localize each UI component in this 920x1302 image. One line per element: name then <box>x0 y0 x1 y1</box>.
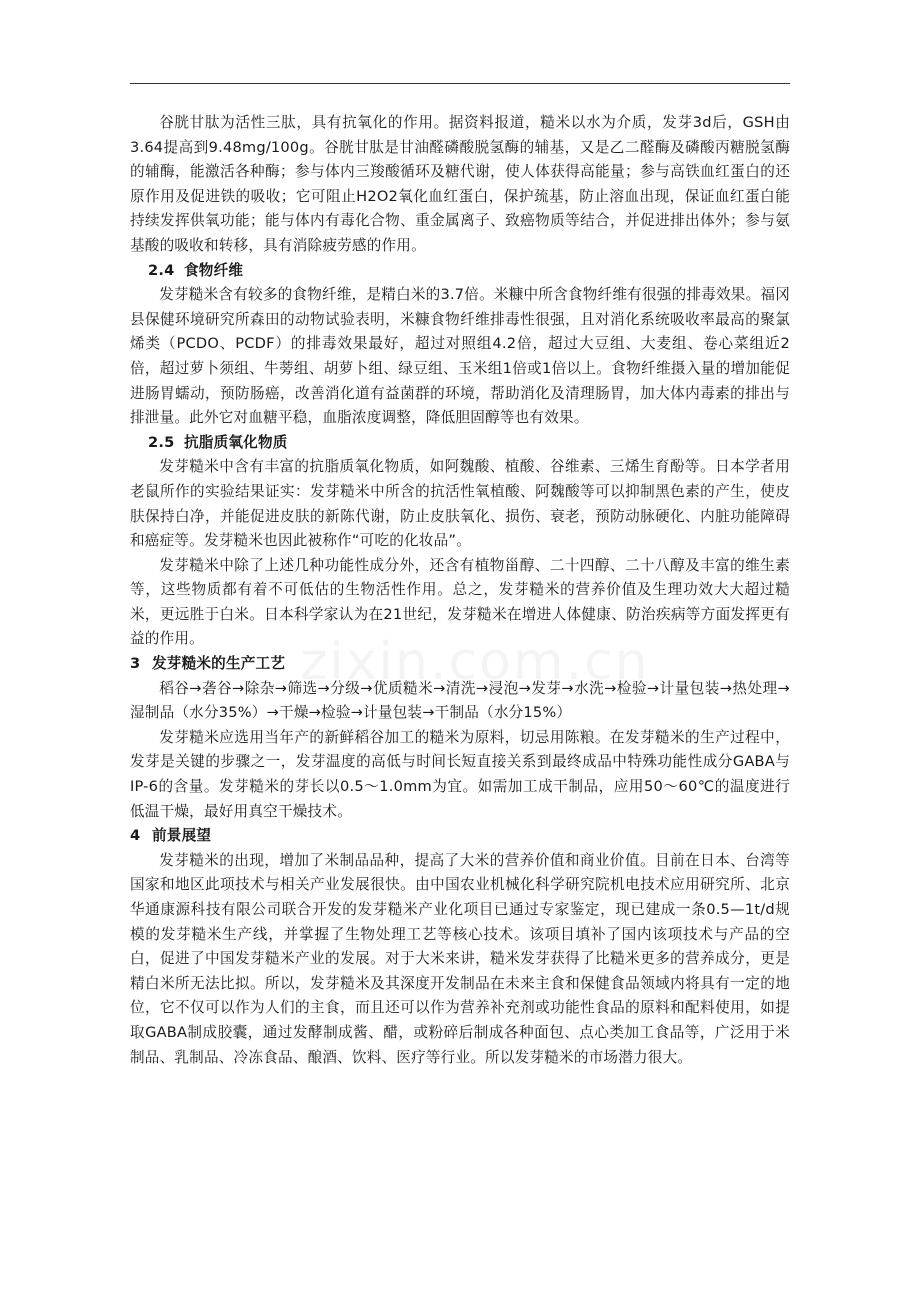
heading-4-number: 4 <box>130 827 141 845</box>
heading-2-5 <box>130 431 790 456</box>
header-rule <box>130 83 790 84</box>
paragraph-antioxidant-2: 发芽糙米中除了上述几种功能性成分外，还含有植物甾醇、二十四醇、二十八醇及丰富的维生素等，这些物质都有着不可低估的生物活性作用。总之，发芽糙米的营养价值及生理功效大大超过糙米，更远胜于白米。日本科学家认为在21世纪，发芽糙米在增进人体健康、防治疾病等方面发挥更有益的作用。 <box>130 556 790 648</box>
paragraph-outlook: 发芽糙米的出现，增加了米制品品种，提高了大米的营养价值和商业价值。目前在日本、台湾等国家和地区此项技术与相关产业发展很快。由中国农业机械化科学研究院机电技术应用研究所、北京华通康源科技有限公司联合开发的发芽糙米产业化项目已通过专家鉴定，现已建成一条0.5—1t/d规模的发芽糙米生产线，并掌握了生物处理工艺等核心技术。该项目填补了国内该项技术与产品的空白，促进了中国发芽糙米产业的发展。对于大米来讲，糙米发芽获得了比糙米更多的营养成分，更是精白米所无法比拟。所以，发芽糙米及其深度开发制品在未来主食和保健食品领域内将具有一定的地位，它不仅可以作为人们的主食，而且还可以作为营养补充剂或功能性食品的原料和配料使用，如提取GABA制成胶囊，通过发酵制成酱、醋，或粉碎后制成各种面包、点心类加工食品等，广泛用于米制品、乳制品、冷冻食品、酿酒、饮料、医疗等行业。所以发芽糙米的市场潜力很大。 <box>130 851 790 1066</box>
paragraph-antioxidant-1: 发芽糙米中含有丰富的抗脂质氧化物质，如阿魏酸、植酸、谷维素、三烯生育酚等。日本学者用老鼠所作的实验结果证实：发芽糙米中所含的抗活性氧植酸、阿魏酸等可以抑制黑色素的产生，使皮肤保持白净，并能促进皮肤的新陈代谢，防止皮肤氧化、损伤、衰老，预防动脉硬化、内脏功能障碍和癌症等。发芽糙米也因此被称作“可吃的化妆品”。 <box>130 458 790 550</box>
heading-2-4-title: 食物纤维 <box>184 261 244 279</box>
heading-2-4 <box>130 259 790 284</box>
paragraph-process-notes: 发芽糙米应选用当年产的新鲜稻谷加工的糙米为原料，切忌用陈粮。在发芽糙米的生产过程中，发芽是关键的步骤之一，发芽温度的高低与时间长短直接关系到最终成品中特殊功能性成分GABA与IP-6的含量。发芽糙米的芽长以0.5～1.0mm为宜。如需加工成干制品，应用50～60℃的温度进行低温干燥，最好用真空干燥技术。 <box>130 728 790 820</box>
paragraph-process-flow: 稻谷→砻谷→除杂→筛选→分级→优质糙米→清洗→浸泡→发芽→水洗→检验→计量包装→热处理→湿制品（水分35%）→干燥→检验→计量包装→干制品（水分15%） <box>130 679 790 722</box>
document-body <box>130 111 790 1070</box>
heading-3 <box>130 652 790 677</box>
paragraph-dietary-fiber: 发芽糙米含有较多的食物纤维，是精白米的3.7倍。米糠中所含食物纤维有很强的排毒效果。福冈县保健环境研究所森田的动物试验表明，米糠食物纤维排毒性很强，且对消化系统吸收率最高的聚氯烯类（PCDO、PCDF）的排毒效果最好，超过对照组4.2倍，超过大豆组、大麦组、卷心菜组近2倍，超过萝卜须组、牛蒡组、胡萝卜组、绿豆组、玉米组1倍或1倍以上。食物纤维摄入量的增加能促进肠胃蠕动，预防肠癌，改善消化道有益菌群的环境，帮助消化及清理肠胃，加大体内毒素的排出与排泄量。此外它对血糖平稳，血脂浓度调整，降低胆固醇等也有效果。 <box>130 286 790 427</box>
heading-3-number: 3 <box>130 655 141 673</box>
heading-4-title: 前景展望 <box>152 827 212 845</box>
paragraph-glutathione: 谷胱甘肽为活性三肽，具有抗氧化的作用。据资料报道，糙米以水为介质，发芽3d后，GSH由3.64提高到9.48mg/100g。谷胱甘肽是甘油醛磷酸脱氢酶的辅基，又是乙二醛酶及磷酸丙糖脱氢酶的辅酶，能激活各种酶；参与体内三羧酸循环及糖代谢，使人体获得高能量；参与高铁血红蛋白的还原作用及促进铁的吸收；它可阻止H2O2氧化血红蛋白，保护巯基，防止溶血出现，保证血红蛋白能持续发挥供氧功能；能与体内有毒化合物、重金属离子、致癌物质等结合，并促进排出体外；参与氨基酸的吸收和转移，具有消除疲劳感的作用。 <box>130 114 790 254</box>
heading-3-title: 发芽糙米的生产工艺 <box>152 655 286 673</box>
heading-2-5-title: 抗脂质氧化物质 <box>184 433 288 451</box>
heading-4 <box>130 824 790 849</box>
heading-2-5-number: 2.5 <box>148 433 175 451</box>
heading-2-4-number: 2.4 <box>148 261 175 279</box>
